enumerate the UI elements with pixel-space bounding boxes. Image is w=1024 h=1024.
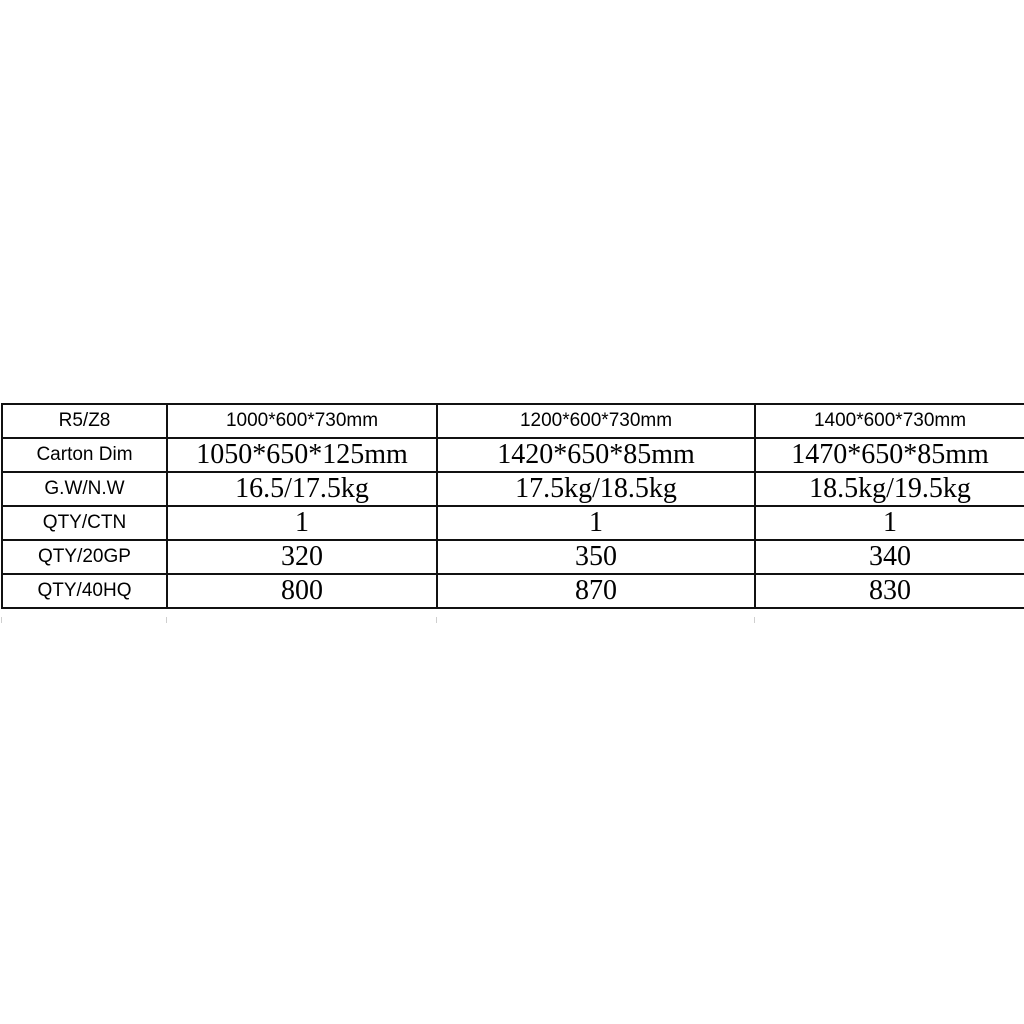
table-cell: 1 [755, 506, 1024, 540]
gridline-stub [436, 617, 437, 623]
gridline-stub [754, 617, 755, 623]
table-row [2, 540, 1024, 574]
row-label: QTY/20GP [2, 540, 167, 574]
table-row [2, 472, 1024, 506]
table-cell: 830 [755, 574, 1024, 608]
size-header: 1000*600*730mm [167, 404, 437, 438]
table-row [2, 506, 1024, 540]
row-label: QTY/40HQ [2, 574, 167, 608]
row-label: G.W/N.W [2, 472, 167, 506]
table-cell: 1470*650*85mm [755, 438, 1024, 472]
table-cell: 800 [167, 574, 437, 608]
table-row [2, 438, 1024, 472]
gridline-stub [1, 617, 2, 623]
header-row [2, 404, 1024, 438]
table-cell: 1 [167, 506, 437, 540]
table-cell: 1420*650*85mm [437, 438, 755, 472]
model-label: R5/Z8 [2, 404, 167, 438]
table-cell: 18.5kg/19.5kg [755, 472, 1024, 506]
gridline-stub [166, 617, 167, 623]
table-cell: 350 [437, 540, 755, 574]
row-label: QTY/CTN [2, 506, 167, 540]
table-cell: 870 [437, 574, 755, 608]
table-cell: 1050*650*125mm [167, 438, 437, 472]
row-label: Carton Dim [2, 438, 167, 472]
table-row [2, 574, 1024, 608]
table-cell: 17.5kg/18.5kg [437, 472, 755, 506]
spec-table [1, 403, 1024, 609]
table-cell: 340 [755, 540, 1024, 574]
size-header: 1400*600*730mm [755, 404, 1024, 438]
table-cell: 1 [437, 506, 755, 540]
table-cell: 320 [167, 540, 437, 574]
size-header: 1200*600*730mm [437, 404, 755, 438]
table-cell: 16.5/17.5kg [167, 472, 437, 506]
